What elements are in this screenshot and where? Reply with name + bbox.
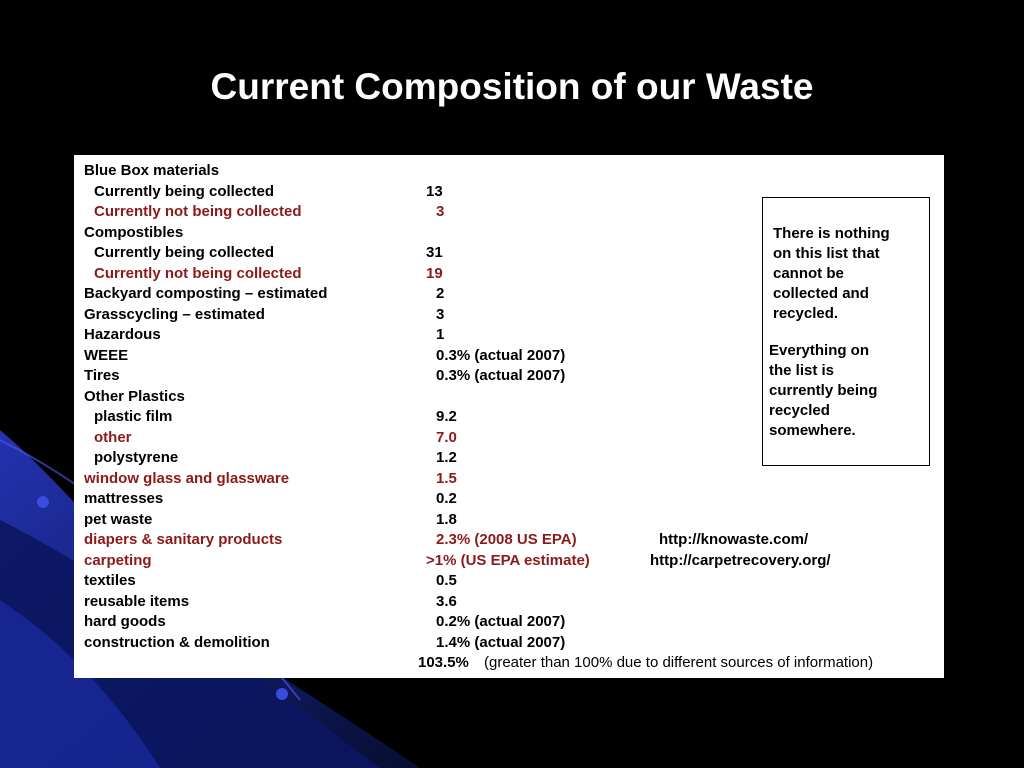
table-row (84, 489, 934, 509)
table-row (84, 592, 934, 612)
row-value: 1.2 (436, 449, 457, 466)
table-row (84, 551, 934, 571)
row-label: Tires (84, 367, 120, 384)
row-label: Compostibles (84, 223, 184, 241)
row-value: 31 (426, 244, 443, 261)
table-row (84, 510, 934, 530)
row-value: 19 (426, 264, 443, 282)
row-label: plastic film (94, 408, 173, 425)
row-label: diapers & sanitary products (84, 531, 283, 548)
row-label: hard goods (84, 613, 166, 630)
total-value: 103.5% (418, 654, 469, 671)
source-link[interactable]: http://knowaste.com/ (659, 531, 809, 548)
row-label: window glass and glassware (84, 469, 290, 487)
table-row (84, 530, 934, 550)
row-label: construction & demolition (84, 633, 270, 651)
row-label: Blue Box materials (84, 162, 220, 179)
row-value: 3.6 (436, 592, 457, 610)
row-value: 3 (436, 305, 445, 323)
row-value: 0.2% (actual 2007) (436, 613, 566, 630)
row-value: 1 (436, 326, 445, 343)
row-label: Currently not being collected (94, 203, 302, 220)
row-label: Currently being collected (94, 182, 275, 200)
row-value: 1.5 (436, 469, 457, 487)
row-label: pet waste (84, 510, 153, 528)
row-value: 2.3% (2008 US EPA) (436, 531, 577, 548)
row-label: Currently not being collected (94, 264, 302, 282)
total-row (84, 653, 934, 673)
table-row (84, 633, 934, 653)
row-label: carpeting (84, 551, 152, 569)
row-value: 0.3% (actual 2007) (436, 367, 566, 384)
table-row (84, 571, 934, 591)
row-value: 0.2 (436, 490, 457, 507)
source-link[interactable]: http://carpetrecovery.org/ (650, 551, 831, 569)
row-label: other (94, 428, 132, 446)
row-value: >1% (US EPA estimate) (426, 551, 590, 569)
row-value: 0.3% (actual 2007) (436, 346, 566, 364)
row-label: Backyard composting – estimated (84, 285, 328, 302)
row-label: WEEE (84, 346, 129, 364)
row-label: polystyrene (94, 449, 179, 466)
row-value: 1.4% (actual 2007) (436, 633, 566, 651)
callout-text-1: There is nothing on this list that cannot be collected and recycled. (773, 225, 890, 322)
row-label: Other Plastics (84, 387, 185, 405)
row-value: 3 (436, 203, 445, 220)
row-value: 9.2 (436, 408, 457, 425)
row-value: 2 (436, 285, 445, 302)
row-label: mattresses (84, 490, 164, 507)
row-value: 0.5 (436, 572, 457, 589)
table-row (84, 469, 934, 489)
row-label: textiles (84, 572, 136, 589)
row-label: Grasscycling – estimated (84, 305, 265, 323)
callout-text-2: Everything on the list is currently being recycled somewhere. (769, 342, 878, 439)
row-label: Currently being collected (94, 244, 275, 261)
table-row (84, 161, 934, 181)
row-value: 7.0 (436, 428, 457, 446)
row-label: reusable items (84, 592, 190, 610)
total-note: (greater than 100% due to different sources of information) (484, 654, 874, 671)
table-row (84, 612, 934, 632)
row-value: 13 (426, 182, 443, 200)
row-value: 1.8 (436, 510, 457, 528)
slide-title: Current Composition of our Waste (210, 66, 814, 107)
row-label: Hazardous (84, 326, 161, 343)
